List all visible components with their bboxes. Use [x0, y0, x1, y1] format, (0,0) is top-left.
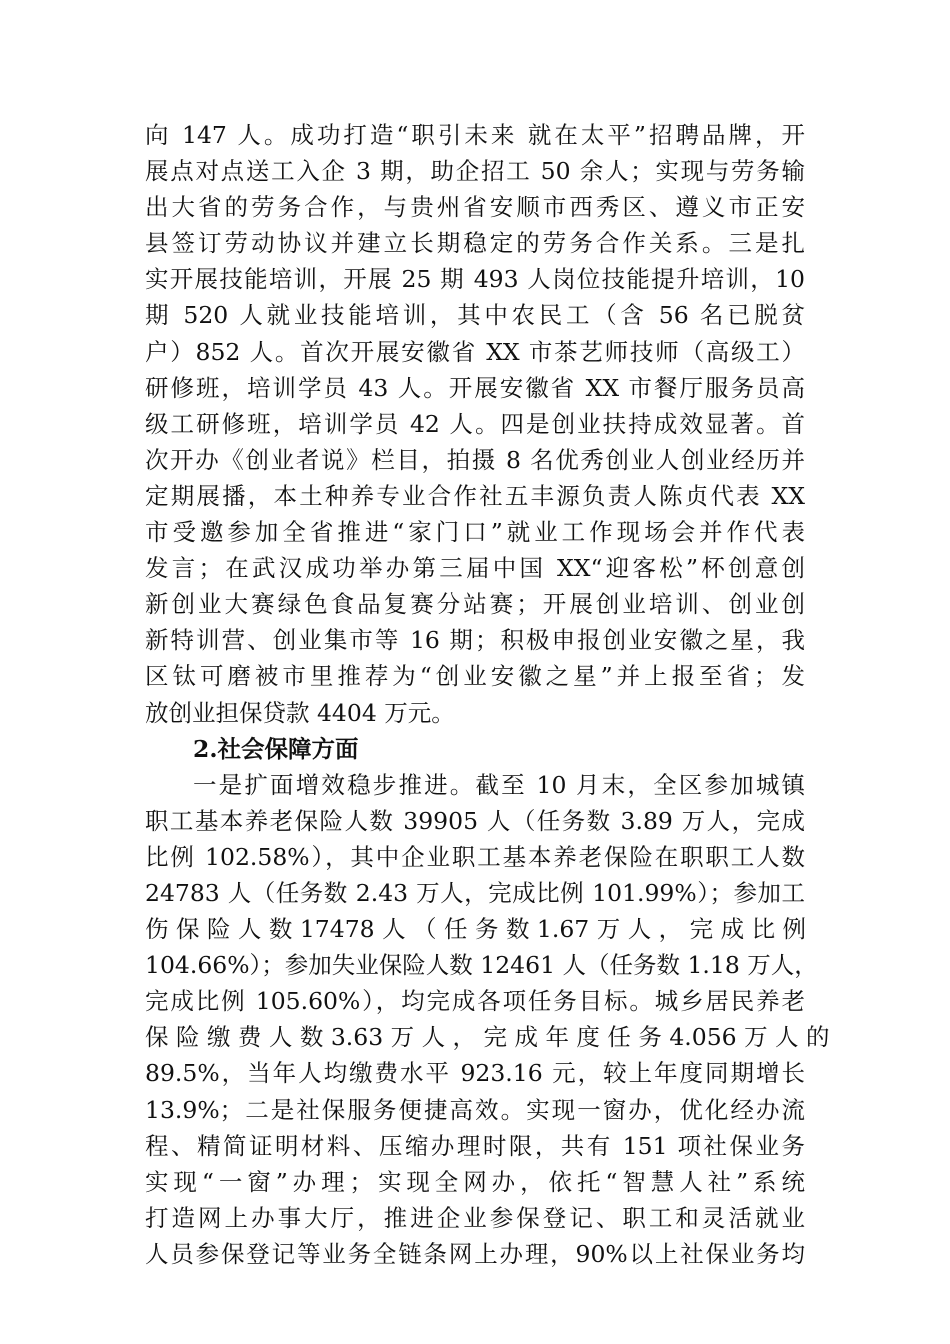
text-line: 新创业大赛绿色食品复赛分站赛；开展创业培训、创业创	[145, 590, 805, 619]
text-line: 级工研修班，培训学员 42 人。四是创业扶持成效显著。首	[145, 409, 805, 438]
text-line: 实开展技能培训，开展 25 期 493 人岗位技能提升培训，10	[145, 265, 805, 294]
text-line: 发言；在武汉成功举办第三届中国 XX“迎客松”杯创意创	[145, 554, 805, 583]
text-line: 区钛可磨被市里推荐为“创业安徽之星”并上报至省；发	[145, 662, 805, 691]
text-line: 新特训营、创业集市等 16 期；积极申报创业安徽之星，我	[145, 626, 805, 655]
text-line: 89.5%，当年人均缴费水平 923.16 元，较上年度同期增长	[145, 1059, 805, 1088]
text-line: 次开办《创业者说》栏目，拍摄 8 名优秀创业人创业经历并	[145, 445, 805, 474]
document-body	[145, 117, 830, 1272]
paragraph-social-security	[145, 767, 830, 1272]
text-line: 程、精简证明材料、压缩办理时限，共有 151 项社保业务	[145, 1131, 805, 1160]
text-line: 放创业担保贷款 4404 万元。	[145, 698, 455, 727]
section-heading: 2.社会保障方面	[193, 734, 359, 763]
text-line: 出大省的劳务合作，与贵州省安顺市西秀区、遵义市正安	[145, 193, 805, 222]
text-line: 比例 102.58%），其中企业职工基本养老保险在职职工人数	[145, 842, 805, 871]
text-line: 13.9%；二是社保服务便捷高效。实现一窗办，优化经办流	[145, 1095, 805, 1124]
text-line: 户）852 人。首次开展安徽省 XX 市茶艺师技师（高级工）	[145, 337, 805, 366]
text-line: 期 520 人就业技能培训，其中农民工（含 56 名已脱贫	[145, 301, 805, 330]
text-line: 市受邀参加全省推进“家门口”就业工作现场会并作代表	[145, 518, 805, 547]
text-line: 研修班，培训学员 43 人。开展安徽省 XX 市餐厅服务员高	[145, 373, 805, 402]
text-line: 保 险 缴 费 人 数 3.63 万 人 ， 完 成 年 度 任 务 4.056 万 人 的	[145, 1023, 830, 1052]
text-line: 职工基本养老保险人数 39905 人（任务数 3.89 万人，完成	[145, 806, 805, 835]
text-line: 县签订劳动协议并建立长期稳定的劳务合作关系。三是扎	[145, 229, 805, 258]
text-line: 定期展播，本土种养专业合作社五丰源负责人陈贞代表 XX	[145, 481, 805, 510]
text-line: 24783 人（任务数 2.43 万人，完成比例 101.99%）；参加工	[145, 878, 805, 907]
text-line: 完成比例 105.60%），均完成各项任务目标。城乡居民养老	[145, 987, 805, 1016]
text-line: 人员参保登记等业务全链条网上办理，90%以上社保业务均	[145, 1239, 805, 1268]
text-line: 伤 保 险 人 数 17478 人 （ 任 务 数 1.67 万 人 ， 完 成 比 例	[145, 915, 807, 944]
text-line: 展点对点送工入企 3 期，助企招工 50 余人；实现与劳务输	[145, 157, 805, 186]
text-line: 一是扩面增效稳步推进。截至 10 月末，全区参加城镇	[193, 770, 805, 799]
paragraph-employment	[145, 117, 805, 731]
text-line: 向 147 人。成功打造“职引未来 就在太平”招聘品牌，开	[145, 121, 805, 149]
text-line: 104.66%）；参加失业保险人数 12461 人（任务数 1.18 万人，	[145, 951, 818, 980]
text-line: 实现“一窗”办理；实现全网办，依托“智慧人社”系统	[145, 1167, 805, 1196]
text-line: 打造网上办事大厅，推进企业参保登记、职工和灵活就业	[145, 1203, 805, 1232]
